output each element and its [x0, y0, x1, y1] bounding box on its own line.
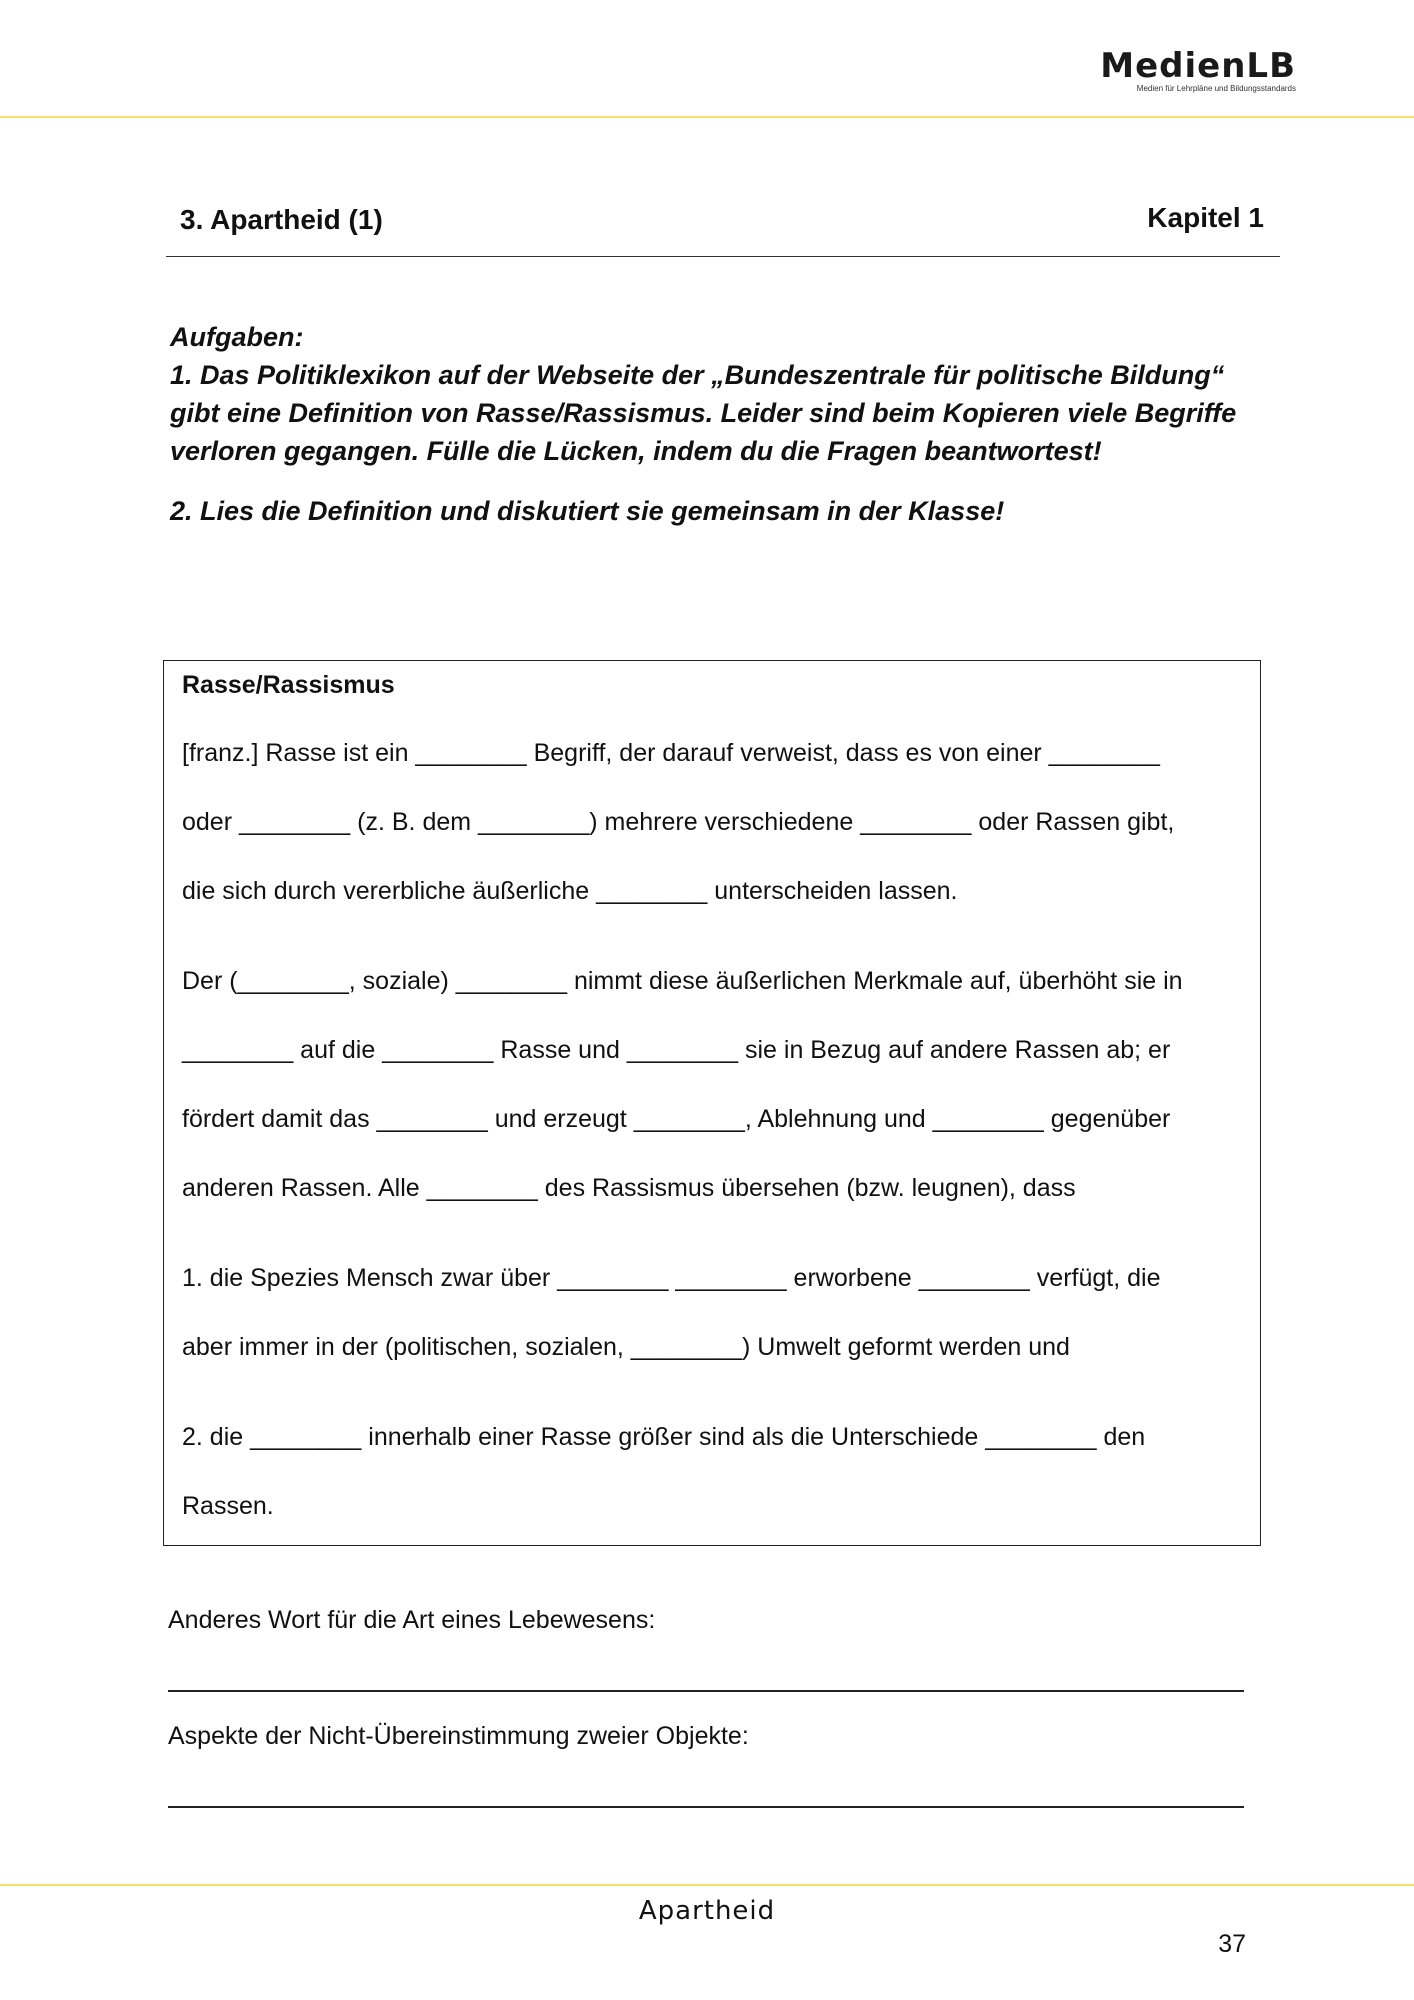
- definition-line: 2. die ________ innerhalb einer Rasse größer sind als die Unterschiede ________ den: [182, 1423, 1146, 1451]
- answer-line[interactable]: [168, 1806, 1244, 1808]
- footer-title: Apartheid: [638, 1896, 776, 1926]
- page-title: 3. Apartheid (1): [180, 204, 383, 235]
- header-accent-line: [0, 116, 1414, 118]
- definition-line: 1. die Spezies Mensch zwar über ________ ________ erworbene ________ verfügt, die: [182, 1264, 1161, 1292]
- logo-tagline: Medien für Lehrpläne und Bildungsstandards: [1136, 84, 1296, 93]
- question-label: Aspekte der Nicht-Übereinstimmung zweier Objekte:: [168, 1722, 749, 1750]
- question-label: Anderes Wort für die Art eines Lebewesens:: [168, 1606, 656, 1634]
- answer-line[interactable]: [168, 1690, 1244, 1692]
- definition-box: [163, 660, 1261, 1546]
- definition-line: anderen Rassen. Alle ________ des Rassismus übersehen (bzw. leugnen), dass: [182, 1174, 1076, 1202]
- definition-line: oder ________ (z. B. dem ________) mehrere verschiedene ________ oder Rassen gibt,: [182, 808, 1175, 836]
- definition-line: Rassen.: [182, 1492, 274, 1520]
- tasks-heading: Aufgaben:: [170, 322, 304, 352]
- page-number: 37: [1218, 1930, 1246, 1958]
- tasks-section: [170, 318, 1260, 530]
- logo-wordmark: MedienLB: [1100, 46, 1296, 86]
- definition-line: [franz.] Rasse ist ein ________ Begriff, der darauf verweist, dass es von einer ________: [182, 739, 1160, 767]
- definition-line: ________ auf die ________ Rasse und ________ sie in Bezug auf andere Rassen ab; er: [182, 1036, 1171, 1064]
- definition-line: die sich durch vererbliche äußerliche ________ unterscheiden lassen.: [182, 877, 958, 905]
- publisher-logo: [1096, 48, 1296, 94]
- definition-title: Rasse/Rassismus: [182, 671, 395, 699]
- definition-line: fördert damit das ________ und erzeugt ________, Ablehnung und ________ gegenüber: [182, 1105, 1171, 1133]
- task-1: 1. Das Politiklexikon auf der Webseite der „Bundeszentrale für politische Bildung“ gibt eine Definition von Rasse/Rassismus. Leider sind beim Kopieren viele Begriffe verloren gegangen. Fülle die Lücken, indem du die Fragen beantwortest!: [170, 360, 1237, 466]
- chapter-label: Kapitel 1: [1147, 202, 1264, 233]
- definition-line: Der (________, soziale) ________ nimmt diese äußerlichen Merkmale auf, überhöht sie in: [182, 967, 1183, 995]
- title-divider: [166, 256, 1280, 257]
- task-2: 2. Lies die Definition und diskutiert sie gemeinsam in der Klasse!: [170, 496, 1005, 526]
- footer-accent-line: [0, 1884, 1414, 1886]
- definition-line: aber immer in der (politischen, sozialen, ________) Umwelt geformt werden und: [182, 1333, 1070, 1361]
